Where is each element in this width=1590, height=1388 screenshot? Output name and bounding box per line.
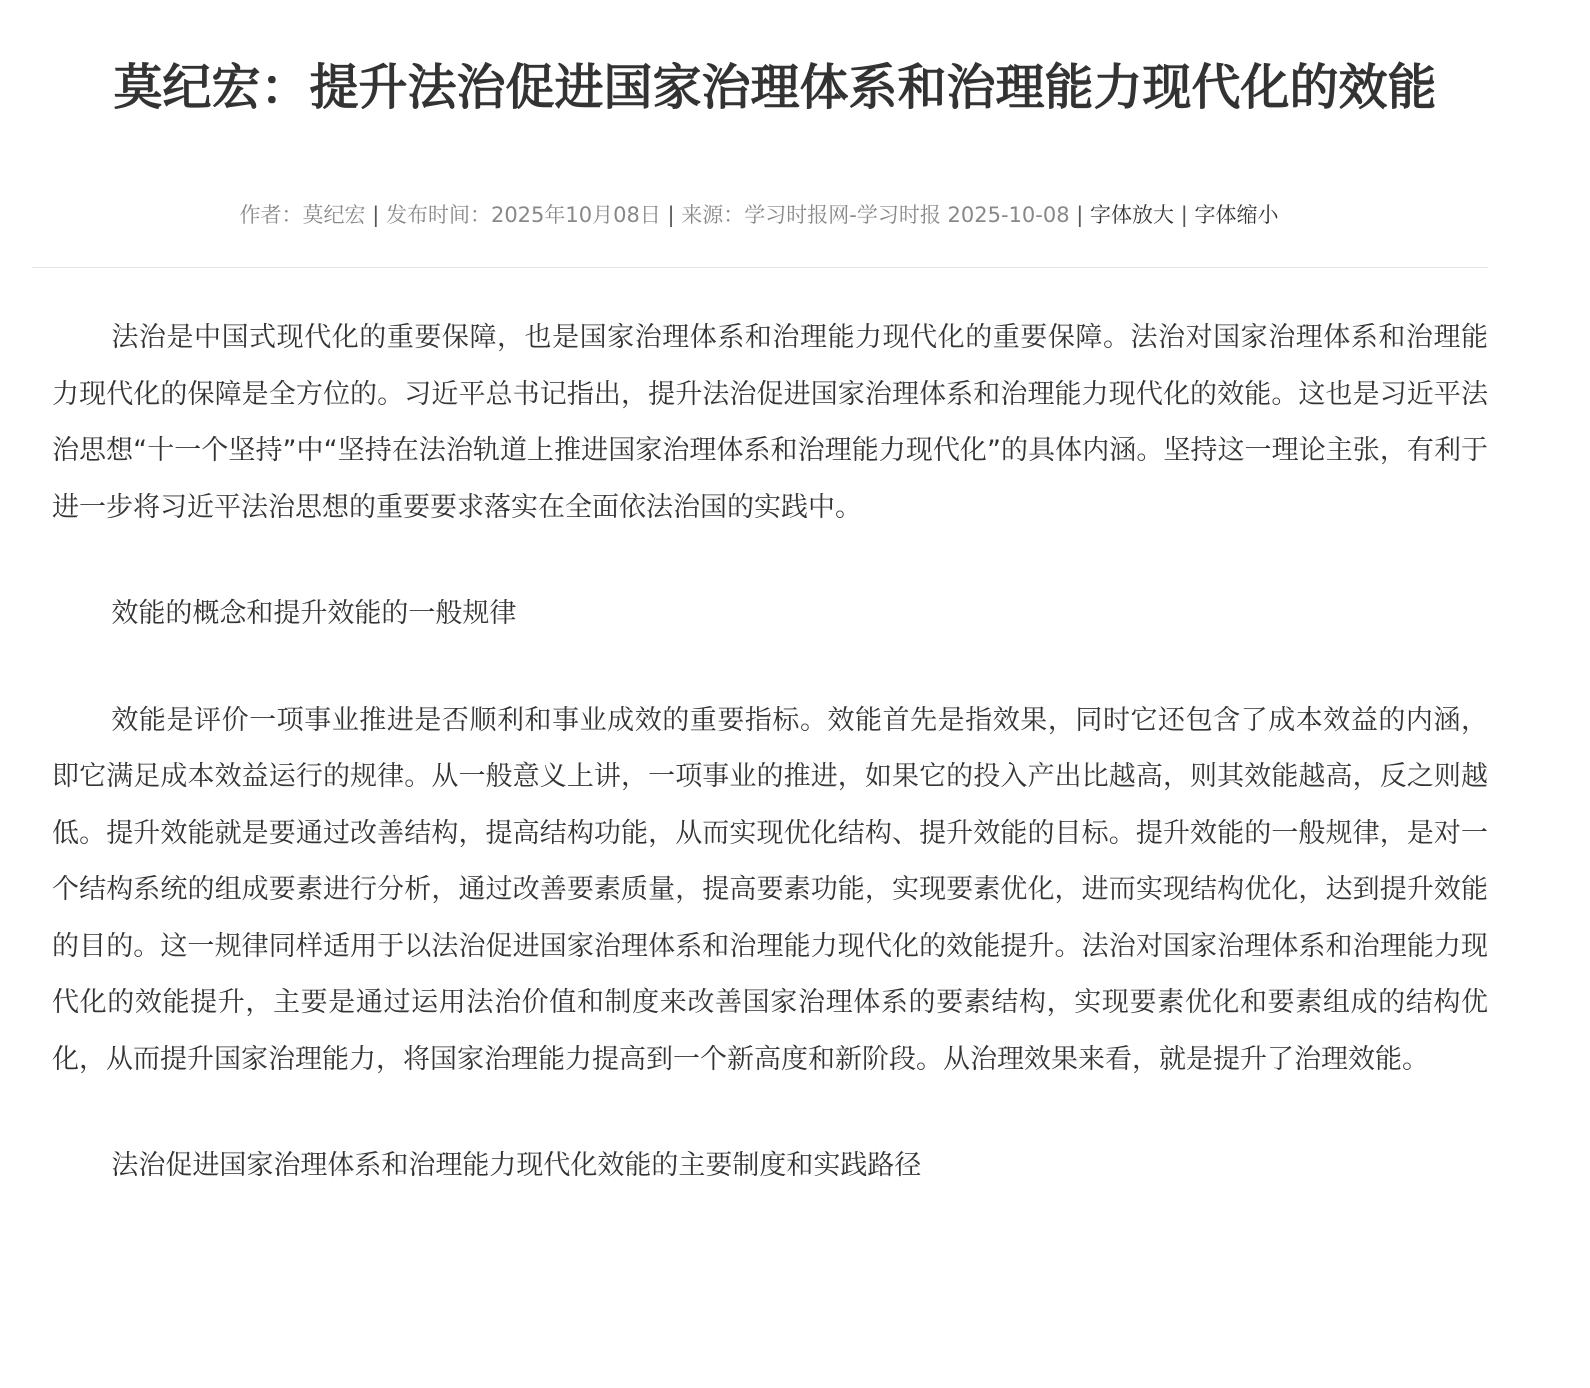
article-meta <box>0 195 1518 235</box>
meta-divider <box>32 267 1488 268</box>
article-title: 莫纪宏：提升法治促进国家治理体系和治理能力现代化的效能 <box>113 59 1437 116</box>
meta-source: 来源：学习时报网-学习时报 2025-10-08 <box>681 203 1070 227</box>
body-paragraph: 法治是中国式现代化的重要保障，也是国家治理体系和治理能力现代化的重要保障。法治对国家治理体系和治理能力现代化的保障是全方位的。习近平总书记指出，提升法治促进国家治理体系和治理能力现代化的效能。这也是习近平法治思想“十一个坚持”中“坚持在法治轨道上推进国家治理体系和治理能力现代化”的具体内涵。坚持这一理论主张，有利于进一步将习近平法治思想的重要要求落实在全面依法治国的实践中。 <box>52 322 1488 523</box>
font-smaller-link[interactable]: 字体缩小 <box>1194 203 1279 227</box>
meta-separator: | <box>1180 203 1188 227</box>
article-body <box>52 310 1488 1195</box>
meta-separator: | <box>372 203 380 227</box>
meta-publish-time: 发布时间：2025年10月08日 <box>385 203 661 227</box>
body-paragraph: 效能是评价一项事业推进是否顺利和事业成效的重要指标。效能首先是指效果，同时它还包含了成本效益的内涵，即它满足成本效益运行的规律。从一般意义上讲，一项事业的推进，如果它的投入产出比越高，则其效能越高，反之则越低。提升效能就是要通过改善结构，提高结构功能，从而实现优化结构、提升效能的目标。提升效能的一般规律，是对一个结构系统的组成要素进行分析，通过改善要素质量，提高要素功能，实现要素优化，进而实现结构优化，达到提升效能的目的。这一规律同样适用于以法治促进国家治理体系和治理能力现代化的效能提升。法治对国家治理体系和治理能力现代化的效能提升，主要是通过运用法治价值和制度来改善国家治理体系的要素结构，实现要素优化和要素组成的结构优化，从而提升国家治理能力，将国家治理能力提高到一个新高度和新阶段。从治理效果来看，就是提升了治理效能。 <box>52 704 1488 1075</box>
meta-author: 作者：莫纪宏 <box>239 203 366 227</box>
section-heading: 法治促进国家治理体系和治理能力现代化效能的主要制度和实践路径 <box>111 1150 922 1181</box>
font-larger-link[interactable]: 字体放大 <box>1090 203 1175 227</box>
section-heading: 效能的概念和提升效能的一般规律 <box>111 598 517 629</box>
meta-separator: | <box>667 203 675 227</box>
meta-separator: | <box>1076 203 1084 227</box>
